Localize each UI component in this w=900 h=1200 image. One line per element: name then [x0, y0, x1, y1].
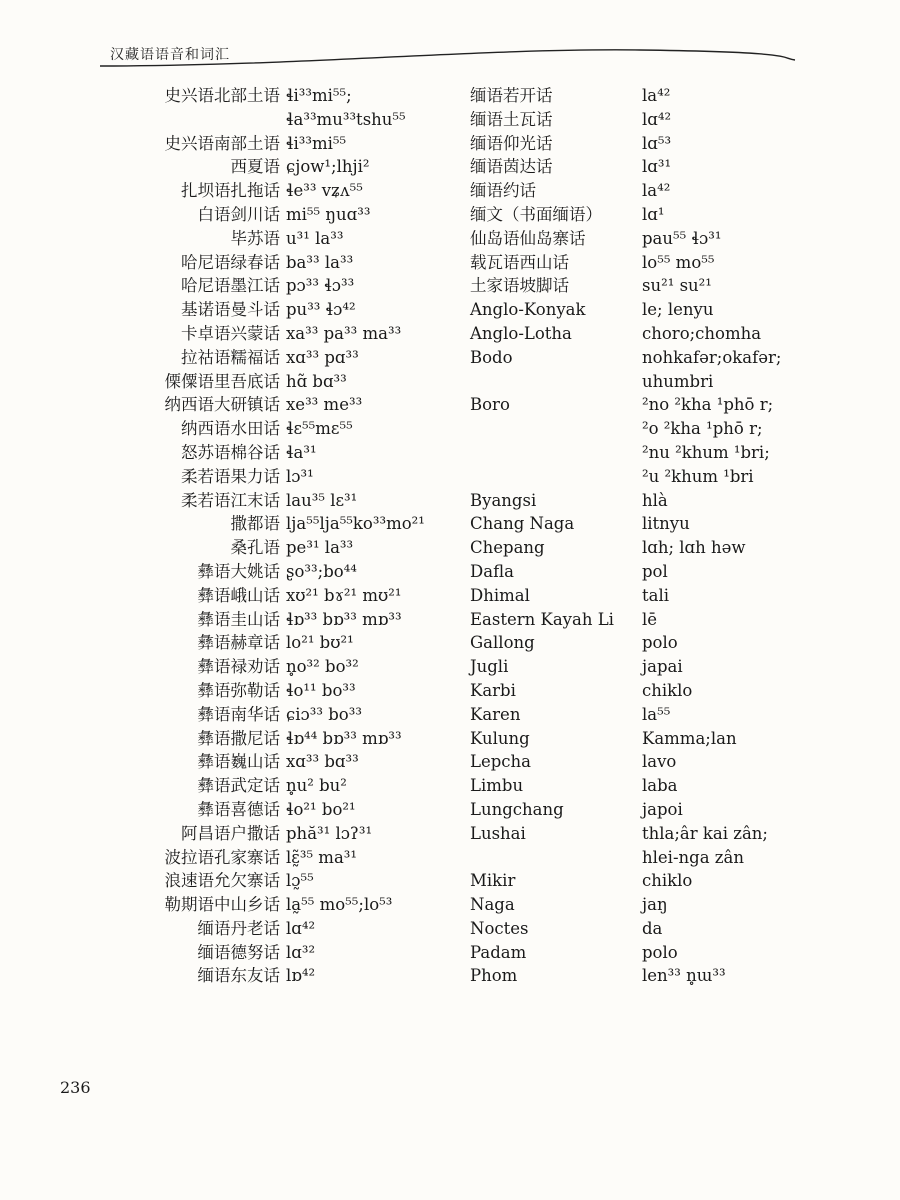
word-form: ²nu ²khum ¹bri;	[642, 442, 770, 462]
word-form: xa³³ pa³³ ma³³	[286, 323, 402, 343]
language-name: Chang Naga	[470, 514, 575, 534]
language-name: 彝语峨山话	[197, 585, 280, 605]
word-form: n̥u² bu²	[286, 776, 347, 796]
word-form: xɑ³³ bɑ³³	[286, 752, 359, 772]
word-form: ²o ²kha ¹phō r;	[642, 419, 763, 439]
word-form: len³³ n̥ɯ³³	[642, 966, 726, 986]
word-form: hlei-nga zân	[642, 847, 744, 867]
entry-row	[470, 846, 781, 870]
language-name: 仙岛语仙岛寨话	[470, 228, 586, 248]
word-form: pol	[642, 561, 668, 581]
word-form: la⁵⁵	[642, 704, 671, 724]
word-form: su²¹ su²¹	[642, 276, 712, 296]
language-name: Naga	[470, 895, 515, 915]
language-name: 缅语土瓦话	[470, 109, 553, 129]
word-form: pu³³ ɬɔ⁴²	[286, 300, 356, 320]
entry-row	[80, 798, 425, 822]
entry-row	[470, 274, 781, 298]
entry-row	[80, 679, 425, 703]
language-name: 阿昌语户撒话	[181, 823, 280, 843]
language-name: 缅语丹老话	[197, 918, 280, 938]
word-form: pau⁵⁵ ɬɔ³¹	[642, 228, 722, 248]
language-name: 西夏语	[230, 157, 280, 177]
language-name: 扎坝语扎拖话	[181, 181, 280, 201]
language-name: Dafla	[470, 561, 514, 581]
language-name: 柔若语江末话	[181, 490, 280, 510]
word-form: mi⁵⁵ ŋuɑ³³	[286, 204, 371, 224]
entry-row	[470, 703, 781, 727]
word-form: polo	[642, 942, 678, 962]
language-name: 彝语圭山话	[197, 609, 280, 629]
word-form: choro;chomha	[642, 323, 762, 343]
language-name: 哈尼语墨江话	[181, 276, 280, 296]
language-name: 怒苏语棉谷话	[181, 442, 280, 462]
entry-row	[80, 536, 425, 560]
entry-row	[80, 393, 425, 417]
word-form: japai	[642, 657, 683, 677]
entry-row	[80, 869, 425, 893]
entry-row	[80, 917, 425, 941]
word-form: lau³⁵ lɛ³¹	[286, 490, 358, 510]
language-name: 缅语仰光话	[470, 133, 553, 153]
word-form: tali	[642, 585, 670, 605]
word-form: lɔ³¹	[286, 466, 314, 486]
language-name: 毕苏语	[230, 228, 280, 248]
entry-row	[80, 512, 425, 536]
entry-row	[80, 465, 425, 489]
word-form: ɬo¹¹ bo³³	[286, 680, 356, 700]
entry-row	[470, 917, 781, 941]
entry-row	[80, 822, 425, 846]
language-name: Karbi	[470, 680, 516, 700]
entry-row	[80, 655, 425, 679]
entry-row	[80, 941, 425, 965]
word-form: ɬi³³mi⁵⁵;	[286, 86, 352, 105]
word-form: ²no ²kha ¹phō r;	[642, 395, 774, 415]
word-form: ²u ²khum ¹bri	[642, 466, 754, 486]
word-form: lɒ⁴²	[286, 966, 316, 986]
left-column	[80, 84, 425, 988]
language-name: Anglo-Lotha	[470, 323, 572, 343]
language-name: Chepang	[470, 538, 545, 558]
language-name: Bodo	[470, 347, 513, 367]
language-name: Lushai	[470, 823, 526, 843]
word-form: laba	[642, 776, 678, 796]
entry-row	[470, 465, 781, 489]
language-name: 撒都语	[230, 514, 280, 534]
entry-row	[80, 251, 425, 275]
entry-row	[80, 155, 425, 179]
entry-row	[80, 227, 425, 251]
entry-row	[470, 512, 781, 536]
language-name: Phom	[470, 966, 518, 986]
page-number: 236	[60, 1078, 91, 1097]
language-name: 勒期语中山乡话	[164, 895, 280, 915]
entry-row	[80, 846, 425, 870]
entry-row	[80, 774, 425, 798]
word-form: ɬa³³mu³³tshu⁵⁵	[286, 109, 406, 129]
word-form: lē	[642, 609, 658, 629]
language-name: Kulung	[470, 728, 530, 748]
word-form: lavo	[642, 752, 677, 772]
word-form: lɛ̰̃³⁵ ma³¹	[286, 847, 358, 867]
entry-row	[80, 346, 425, 370]
language-name: Noctes	[470, 918, 529, 938]
word-form: lɑ⁴²	[642, 109, 672, 129]
entry-row	[470, 798, 781, 822]
word-form: xʊ²¹ bɤ²¹ mʊ²¹	[286, 585, 402, 605]
entry-row	[470, 322, 781, 346]
right-column	[470, 84, 781, 988]
word-form: la⁴²	[642, 86, 671, 105]
entry-row	[80, 560, 425, 584]
word-form: lɑ³²	[286, 942, 316, 962]
word-form: chiklo	[642, 680, 693, 700]
language-name: 基诺语曼斗话	[181, 300, 280, 320]
word-form: lɑ³¹	[642, 157, 672, 177]
word-form: thla;âr kai zân;	[642, 823, 768, 843]
language-name: 缅文（书面缅语）	[470, 204, 602, 224]
word-form: la⁴²	[642, 181, 671, 201]
entry-row	[470, 179, 781, 203]
entry-row	[80, 370, 425, 394]
entry-row	[470, 893, 781, 917]
entry-row	[470, 964, 781, 988]
entry-row	[470, 489, 781, 513]
entry-row	[470, 108, 781, 132]
word-form: lɑ⁴²	[286, 918, 316, 938]
word-form: ɬo²¹ bo²¹	[286, 799, 356, 819]
language-name: Lungchang	[470, 799, 564, 819]
entry-row	[470, 251, 781, 275]
entry-row	[470, 346, 781, 370]
language-name: 缅语约话	[470, 181, 536, 201]
word-form: Kamma;lan	[642, 728, 737, 748]
entry-row	[80, 750, 425, 774]
language-name: 缅语若开话	[470, 86, 553, 105]
entry-row	[80, 703, 425, 727]
language-name: 卡卓语兴蒙话	[181, 323, 280, 343]
entry-row	[470, 203, 781, 227]
word-form: ɬɒ⁴⁴ bɒ³³ mɒ³³	[286, 728, 402, 748]
language-name: 彝语大姚话	[197, 561, 280, 581]
word-form: xe³³ me³³	[286, 395, 363, 415]
entry-row	[80, 274, 425, 298]
entry-row	[470, 370, 781, 394]
word-form: uhumbri	[642, 371, 714, 391]
language-name: Byangsi	[470, 490, 537, 510]
entry-row	[470, 560, 781, 584]
language-name: 彝语禄劝话	[197, 657, 280, 677]
word-form: nohkafər;okafər;	[642, 347, 782, 367]
entry-row	[470, 608, 781, 632]
entry-row	[80, 727, 425, 751]
language-name: 纳西语水田话	[181, 419, 280, 439]
entry-row	[470, 869, 781, 893]
word-form: hɑ̃ bɑ³³	[286, 371, 347, 391]
entry-row	[80, 441, 425, 465]
entry-row	[470, 727, 781, 751]
language-name: 彝语武定话	[197, 776, 280, 796]
word-form: chiklo	[642, 871, 693, 891]
language-name: Limbu	[470, 776, 524, 796]
entry-row	[80, 203, 425, 227]
word-form: xɑ³³ pɑ³³	[286, 347, 359, 367]
word-form: japoi	[642, 799, 683, 819]
language-name: Lepcha	[470, 752, 531, 772]
entry-row	[80, 322, 425, 346]
entry-row	[470, 536, 781, 560]
language-name: 哈尼语绿春话	[181, 252, 280, 272]
language-name: 白语剑川话	[197, 204, 280, 224]
language-name: Jugli	[470, 657, 509, 677]
entry-row	[470, 393, 781, 417]
language-name: 浪速语允欠寨话	[164, 871, 280, 891]
word-form: da	[642, 918, 663, 938]
entry-row	[470, 774, 781, 798]
entry-row	[80, 608, 425, 632]
language-name: 彝语赫章话	[197, 633, 280, 653]
language-name: 彝语喜德话	[197, 799, 280, 819]
word-form: la̰⁵⁵ mo⁵⁵;lo⁵³	[286, 895, 393, 915]
language-name: Padam	[470, 942, 527, 962]
word-form: ɕjow¹;lhji²	[286, 157, 370, 177]
entry-row	[470, 132, 781, 156]
entry-row	[80, 84, 425, 108]
language-name: 拉祜语糯福话	[181, 347, 280, 367]
language-name: 史兴语南部土语	[164, 133, 280, 153]
language-name: Dhimal	[470, 585, 530, 605]
entry-row	[80, 132, 425, 156]
word-form: ɬa³¹	[286, 442, 317, 462]
word-form: ɬe³³ vʑʌ⁵⁵	[286, 181, 363, 201]
language-name: Karen	[470, 704, 521, 724]
language-name: 纳西语大研镇话	[164, 395, 280, 415]
entry-row	[80, 179, 425, 203]
language-name: 彝语南华话	[197, 704, 280, 724]
word-form: ɕiɔ³³ bo³³	[286, 704, 362, 724]
word-form: lɔ̰⁵⁵	[286, 871, 314, 891]
entry-row	[470, 750, 781, 774]
word-form: lɑ¹	[642, 204, 665, 224]
entry-row	[470, 155, 781, 179]
language-name: 载瓦语西山话	[470, 252, 569, 272]
entry-row	[470, 631, 781, 655]
language-name: Eastern Kayah Li	[470, 609, 614, 629]
word-form: ʂo³³;bo⁴⁴	[286, 561, 357, 581]
entry-row	[470, 84, 781, 108]
entry-row	[470, 441, 781, 465]
entry-row	[80, 631, 425, 655]
language-name: Gallong	[470, 633, 535, 653]
word-form: u³¹ la³³	[286, 228, 344, 248]
language-name: 史兴语北部土语	[164, 86, 280, 105]
entry-row	[470, 227, 781, 251]
word-form: ɬɛ⁵⁵mɛ⁵⁵	[286, 419, 353, 439]
entry-row	[470, 655, 781, 679]
entry-row	[470, 584, 781, 608]
entry-row	[80, 298, 425, 322]
word-form: jaŋ	[642, 895, 668, 915]
word-form: lɑh; lɑh həw	[642, 538, 746, 558]
entry-row	[80, 417, 425, 441]
word-form: lja⁵⁵lja⁵⁵ko³³mo²¹	[286, 514, 425, 534]
entry-row	[80, 964, 425, 988]
word-form: ɬɒ³³ bɒ³³ mɒ³³	[286, 609, 402, 629]
entry-row	[470, 822, 781, 846]
language-name: 彝语撒尼话	[197, 728, 280, 748]
language-name: Boro	[470, 395, 510, 415]
word-form: lɑ⁵³	[642, 133, 672, 153]
word-form: pɔ³³ ɬɔ³³	[286, 276, 355, 296]
entry-row	[470, 298, 781, 322]
language-name: 缅语茵达话	[470, 157, 553, 177]
word-form: polo	[642, 633, 678, 653]
word-form: lo²¹ bʊ²¹	[286, 633, 354, 653]
entry-row	[470, 679, 781, 703]
entry-row	[80, 893, 425, 917]
language-name: 彝语巍山话	[197, 752, 280, 772]
word-form: hlà	[642, 490, 668, 510]
word-form: lo⁵⁵ mo⁵⁵	[642, 252, 715, 272]
running-header	[0, 0, 900, 70]
language-name: 柔若语果力话	[181, 466, 280, 486]
language-name: 土家语坡脚话	[470, 276, 569, 296]
language-name: 桑孔语	[230, 538, 280, 558]
language-name: 彝语弥勒话	[197, 680, 280, 700]
word-form: phă³¹ lɔʔ³¹	[286, 823, 373, 843]
word-form: pe³¹ la³³	[286, 538, 354, 558]
word-form: ba³³ la³³	[286, 252, 354, 272]
word-form: n̥o³² bo³²	[286, 657, 359, 677]
language-name: Anglo-Konyak	[470, 300, 586, 320]
language-name: 波拉语孔家寨话	[164, 847, 280, 867]
language-name: 缅语德努话	[197, 942, 280, 962]
entry-row	[80, 584, 425, 608]
word-form: le; lenyu	[642, 300, 714, 320]
language-name: 缅语东友话	[197, 966, 280, 986]
entry-row	[80, 489, 425, 513]
language-name: Mikir	[470, 871, 516, 891]
word-form: litnyu	[642, 514, 690, 534]
word-form: ɬi³³mi⁵⁵	[286, 133, 347, 153]
entry-row	[80, 108, 425, 132]
language-name: 傈僳语里吾底话	[164, 371, 280, 391]
entry-row	[470, 417, 781, 441]
header-title: 汉藏语语音和词汇	[110, 47, 230, 63]
entry-row	[470, 941, 781, 965]
